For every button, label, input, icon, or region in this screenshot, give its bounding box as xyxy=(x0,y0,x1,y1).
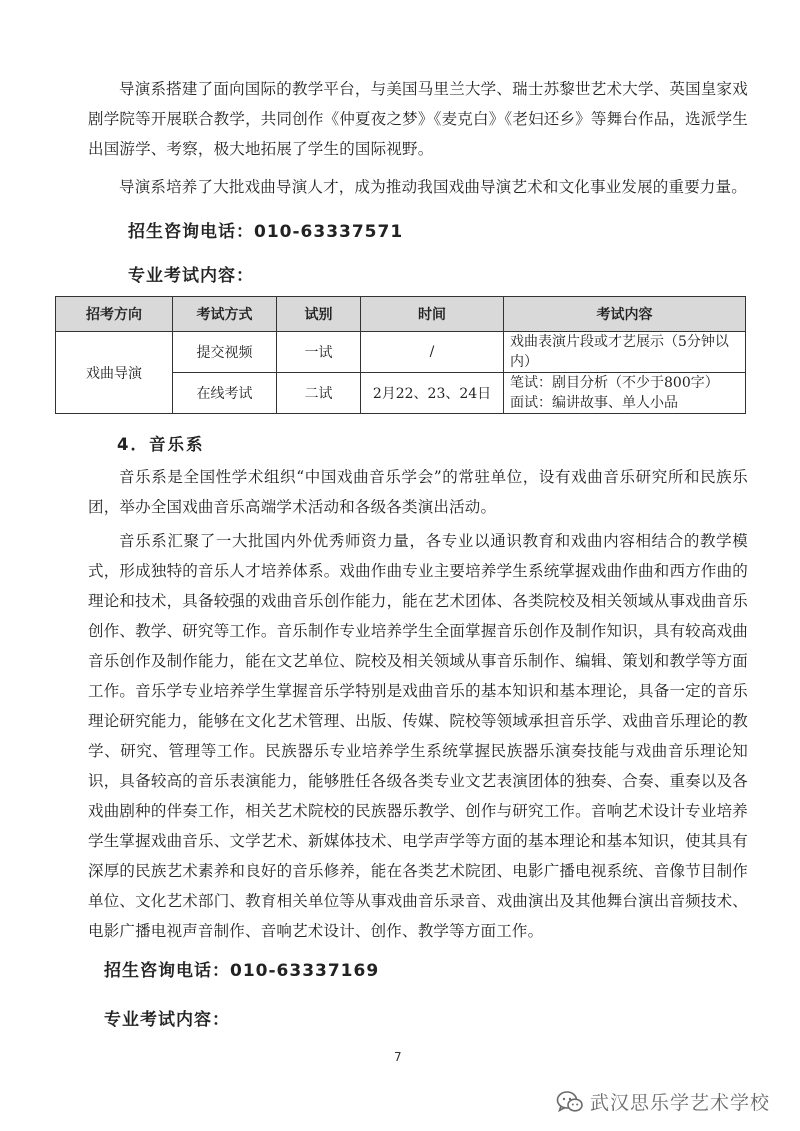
header-time: 时间 xyxy=(361,297,504,332)
cell-round: 一试 xyxy=(277,332,361,373)
exam-content-heading-music: 专业考试内容： xyxy=(104,1010,230,1030)
music-paragraph-2: 音乐系汇聚了一大批国内外优秀师资力量，各专业以通识教育和戏曲内容相结合的教学模式，形成独特的音乐人才培养体系。戏曲作曲专业主要培养学生系统掌握戏曲作曲和西方作曲的理论和技术，具备较强的戏曲音乐创作能力，能在艺术团体、各类院校及相关领域从事戏曲音乐创作、教学、研究等工作。音乐制作专业培养学生全面掌握音乐创作及制作知识，具有较高戏曲音乐创作及制作能力，能在文艺单位、院校及相关领域从事音乐制作、编辑、策划和教学等方面工作。音乐学专业培养学生掌握音乐学特别是戏曲音乐的基本知识和基本理论，具备一定的音乐理论研究能力，能够在文化艺术管理、出版、传媒、院校等领域承担音乐学、戏曲音乐理论的教学、研究、管理等工作。民族器乐专业培养学生系统掌握民族器乐演奏技能与戏曲音乐理论知识，具备较高的音乐表演能力，能够胜任各级各类专业文艺表演团体的独奏、合奏、重奏以及各戏曲剧种的伴奏工作，相关艺术院校的民族器乐教学、创作与研究工作。音响艺术设计专业培养学生掌握戏曲音乐、文学艺术、新媒体技术、电学声学等方面的基本理论和基本知识，使其具有深厚的民族艺术素养和良好的音乐修养，能在各类艺术院团、电影广播电视系统、音像节目制作单位、文化艺术部门、教育相关单位等从事戏曲音乐录音、戏曲演出及其他舞台演出音频技术、电影广播电视声音制作、音响艺术设计、创作、教学等方面工作。 xyxy=(88,532,748,940)
section-title-music: 4．音乐系 xyxy=(117,435,205,454)
cell-content-line: 戏曲表演片段或才艺展示（5分钟以内） xyxy=(510,334,729,370)
cell-content-line: 笔试：剧目分析（不少于800字） xyxy=(510,375,719,391)
cell-method: 在线考试 xyxy=(173,373,277,414)
cell-method: 提交视频 xyxy=(173,332,277,373)
header-content: 考试内容 xyxy=(504,297,746,332)
cell-round: 二试 xyxy=(277,373,361,414)
exam-table-header-row xyxy=(56,297,746,332)
exam-content-heading-directing: 专业考试内容： xyxy=(128,266,254,286)
cell-time: / xyxy=(361,332,504,373)
cell-content-line: 面试：编讲故事、单人小品 xyxy=(510,395,678,411)
cell-direction: 戏曲导演 xyxy=(56,332,173,414)
page-number: 7 xyxy=(394,1050,402,1064)
music-paragraph-1: 音乐系是全国性学术组织“中国戏曲音乐学会”的常驻单位，设有戏曲音乐研究所和民族乐团，举办全国戏曲音乐高端学术活动和各级各类演出活动。 xyxy=(88,468,748,516)
watermark xyxy=(556,1088,770,1115)
header-method: 考试方式 xyxy=(173,297,277,332)
header-round: 试别 xyxy=(277,297,361,332)
exam-table xyxy=(55,296,746,414)
cell-time: 2月22、23、24日 xyxy=(361,373,504,414)
header-direction: 招考方向 xyxy=(56,297,173,332)
admission-phone-directing: 招生咨询电话：010-63337571 xyxy=(128,222,404,242)
wechat-icon xyxy=(556,1090,584,1114)
intro-paragraph-1: 导演系搭建了面向国际的教学平台，与美国马里兰大学、瑞士苏黎世艺术大学、英国皇家戏剧学院等开展联合教学，共同创作《仲夏夜之梦》《麦克白》《老妇还乡》等舞台作品，选派学生出国游学、考察，极大地拓展了学生的国际视野。 xyxy=(88,80,748,158)
table-row xyxy=(56,332,746,373)
watermark-text: 武汉思乐学艺术学校 xyxy=(590,1092,771,1114)
intro-paragraph-2: 导演系培养了大批戏曲导演人才，成为推动我国戏曲导演艺术和文化事业发展的重要力量。 xyxy=(119,178,748,196)
cell-content xyxy=(504,332,746,373)
admission-phone-music: 招生咨询电话：010-63337169 xyxy=(104,961,380,981)
cell-content xyxy=(504,373,746,414)
